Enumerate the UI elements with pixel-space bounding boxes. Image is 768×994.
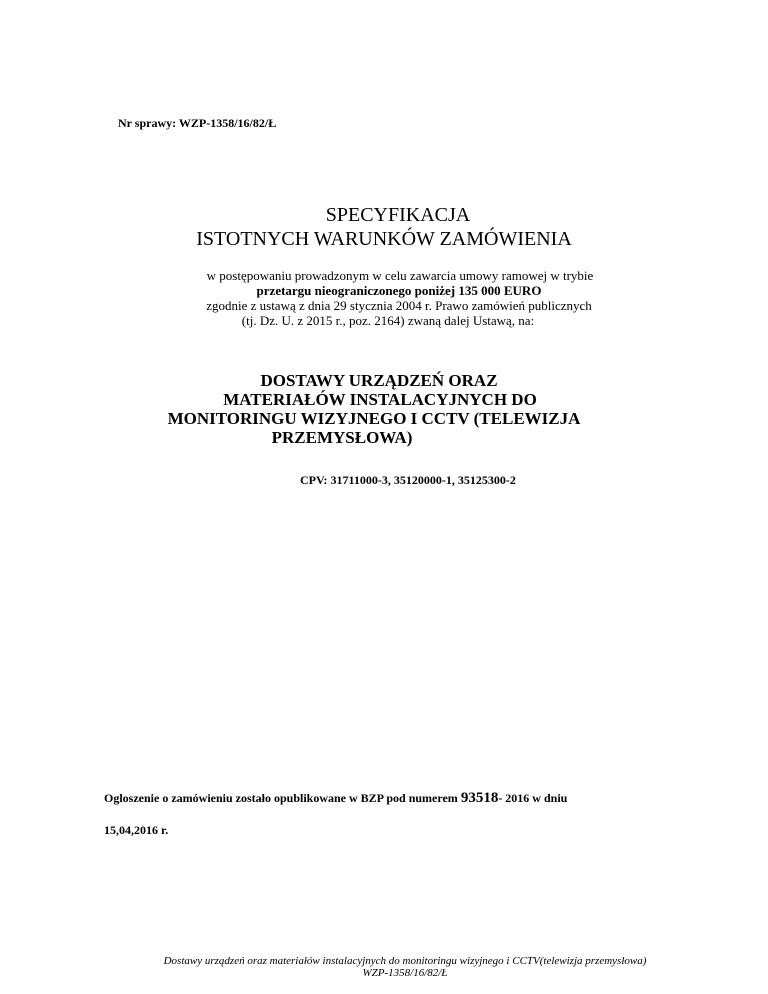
- title-line-2: ISTOTNYCH WARUNKÓW ZAMÓWIENIA: [196, 228, 572, 250]
- footer-line-1: Dostawy urządzeń oraz materiałów instalacyjnych do monitoringu wizyjnego i CCTV(telewizja przemysłowa): [163, 955, 647, 967]
- case-number: Nr sprawy: WZP-1358/16/82/Ł: [118, 116, 277, 130]
- notice-text-after: - 2016 w dniu: [498, 791, 568, 805]
- document-title: [0, 203, 768, 251]
- intro-line-4: (tj. Dz. U. z 2015 r., poz. 2164) zwaną dalej Ustawą, na:: [241, 313, 535, 328]
- page-footer: [0, 955, 768, 979]
- subject-line-3: MONITORINGU WIZYJNEGO I CCTV (TELEWIZJA: [167, 409, 581, 428]
- procurement-subject: [0, 371, 768, 447]
- intro-line-1: w postępowaniu prowadzonym w celu zawarcia umowy ramowej w trybie: [206, 268, 594, 283]
- subject-line-1: DOSTAWY URZĄDZEŃ ORAZ: [260, 371, 498, 390]
- subject-line-2: MATERIAŁÓW INSTALACYJNYCH DO: [223, 390, 537, 409]
- subject-line-4: PRZEMYSŁOWA): [271, 428, 413, 447]
- notice-text-before: Ogloszenie o zamówieniu zostało opublikowane w BZP pod numerem: [104, 791, 461, 805]
- intro-line-3: zgodnie z ustawą z dnia 29 stycznia 2004 r. Prawo zamówień publicznych: [206, 298, 592, 313]
- intro-paragraph: [0, 268, 768, 328]
- notice-statement: [104, 790, 567, 807]
- cpv-codes: CPV: 31711000-3, 35120000-1, 35125300-2: [300, 473, 516, 487]
- title-line-1: SPECYFIKACJA: [325, 204, 471, 226]
- notice-number: 93518: [460, 790, 499, 806]
- notice-date: 15,04,2016 r.: [104, 823, 169, 837]
- intro-line-2: przetargu nieograniczonego poniżej 135 000 EURO: [256, 283, 542, 298]
- footer-line-2: WZP-1358/16/82/Ł: [362, 967, 448, 979]
